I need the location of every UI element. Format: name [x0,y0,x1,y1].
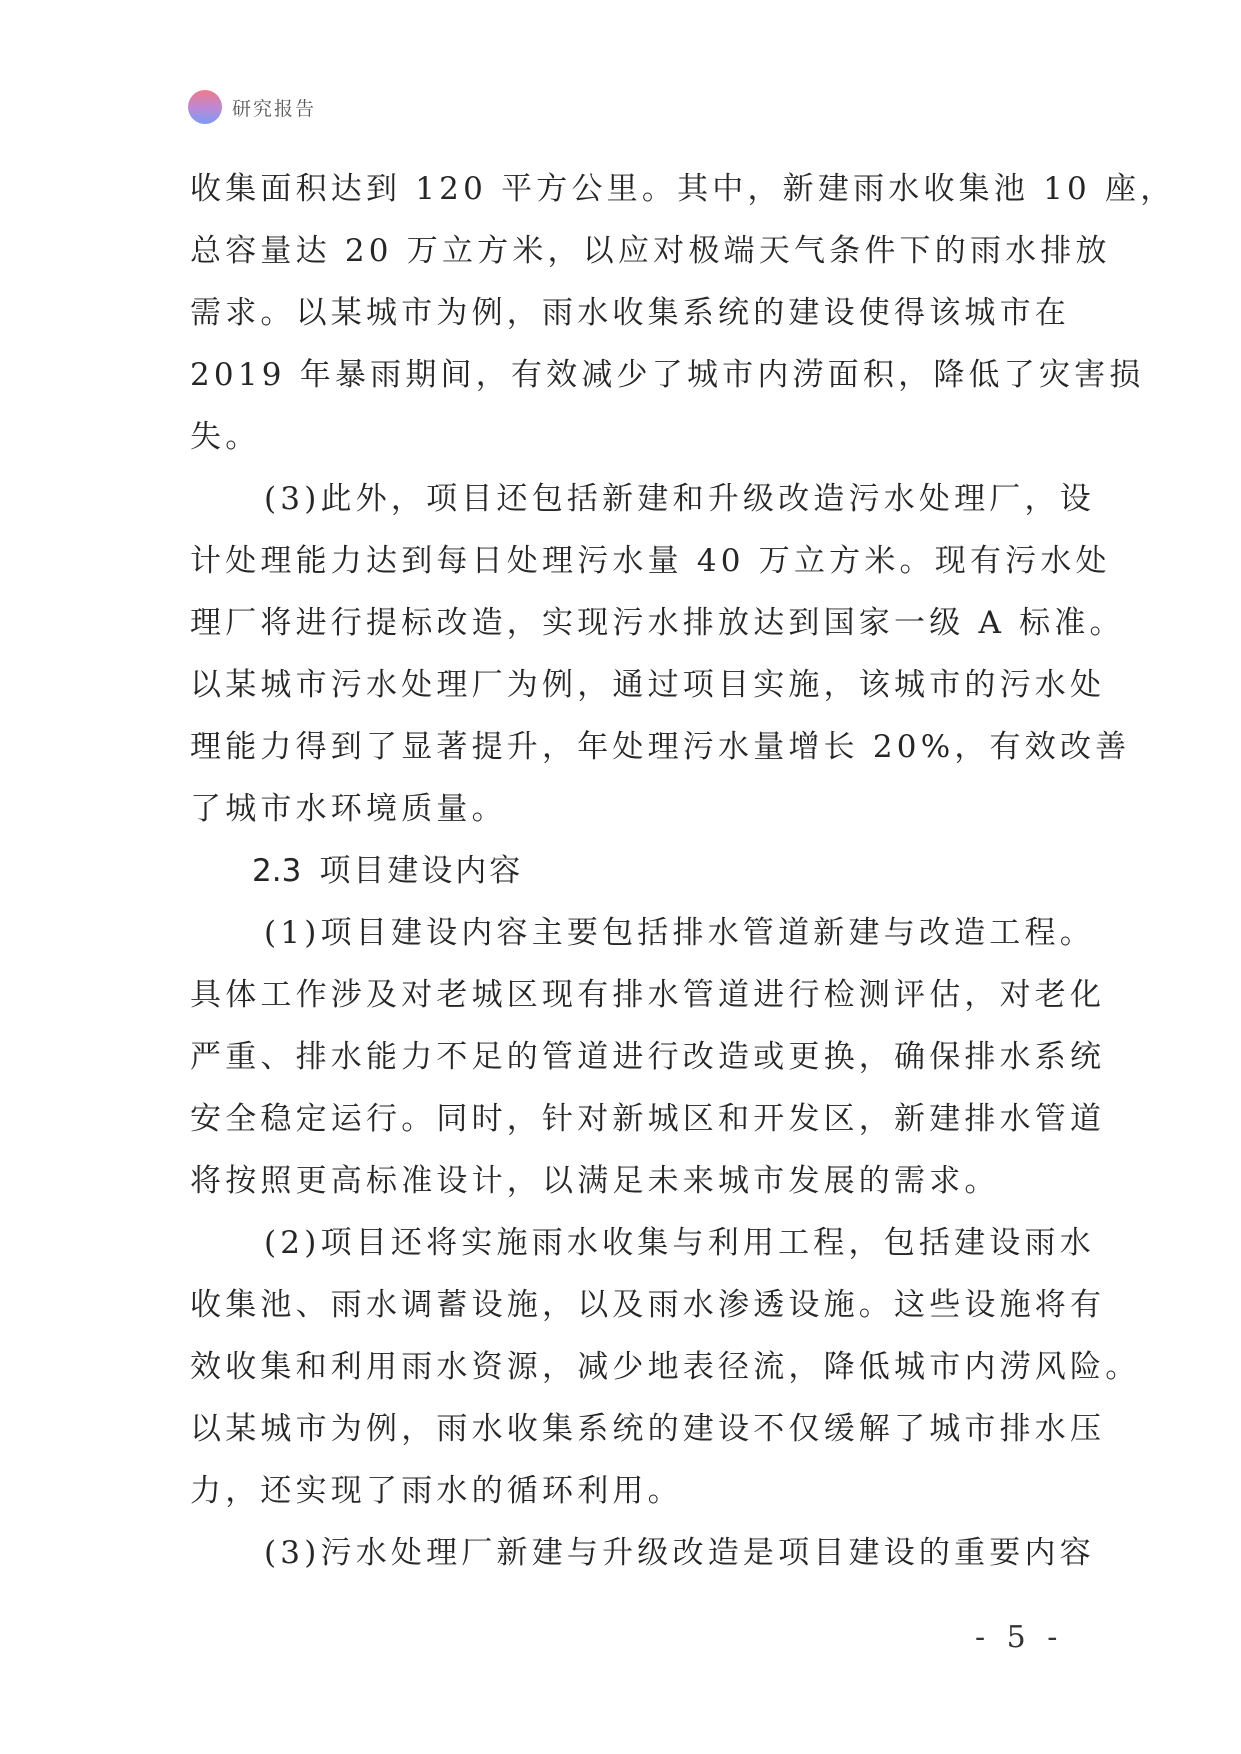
body-line: (3)此外，项目还包括新建和升级改造污水处理厂，设 [264,481,1095,517]
body-line: 失。 [190,419,261,455]
body-line: 将按照更高标准设计，以满足未来城市发展的需求。 [190,1163,1000,1199]
body-line: 了城市水环境质量。 [190,791,507,827]
body-line: (2)项目还将实施雨水收集与利用工程，包括建设雨水 [264,1225,1095,1261]
document-body [190,158,1176,1584]
body-line: 以某城市为例，雨水收集系统的建设不仅缓解了城市排水压 [190,1411,1106,1447]
body-line: 理能力得到了显著提升，年处理污水量增长 20%，有效改善 [190,729,1131,765]
body-line: 2019 年暴雨期间，有效减少了城市内涝面积，降低了灾害损 [190,357,1145,393]
body-line: 计处理能力达到每日处理污水量 40 万立方米。现有污水处 [190,543,1111,579]
body-line: 总容量达 20 万立方米，以应对极端天气条件下的雨水排放 [190,233,1111,269]
section-number: 2.3 [252,853,302,889]
body-line: 收集面积达到 120 平方公里。其中，新建雨水收集池 10 座， [190,171,1176,207]
header-title: 研究报告 [232,97,317,120]
body-line: 理厂将进行提标改造，实现污水排放达到国家一级 A 标准。 [190,605,1125,641]
body-line: 需求。以某城市为例，雨水收集系统的建设使得该城市在 [190,295,1070,331]
page-number: - 5 - [975,1620,1064,1655]
body-line: 安全稳定运行。同时，针对新城区和开发区，新建排水管道 [190,1101,1106,1137]
page-header [188,90,316,124]
section-title: 项目建设内容 [319,853,524,889]
section-heading [190,840,1070,902]
body-line: 具体工作涉及对老城区现有排水管道进行检测评估，对老化 [190,977,1106,1013]
body-line: 以某城市污水处理厂为例，通过项目实施，该城市的污水处 [190,667,1106,703]
body-line: 力，还实现了雨水的循环利用。 [190,1473,683,1509]
body-line: 收集池、雨水调蓄设施，以及雨水渗透设施。这些设施将有 [190,1287,1106,1323]
body-line: 效收集和利用雨水资源，减少地表径流，降低城市内涝风险。 [190,1349,1141,1385]
body-line: (1)项目建设内容主要包括排水管道新建与改造工程。 [264,915,1095,951]
report-logo-icon [188,90,222,124]
body-line: 严重、排水能力不足的管道进行改造或更换，确保排水系统 [190,1039,1106,1075]
body-line: (3)污水处理厂新建与升级改造是项目建设的重要内容 [264,1535,1095,1571]
